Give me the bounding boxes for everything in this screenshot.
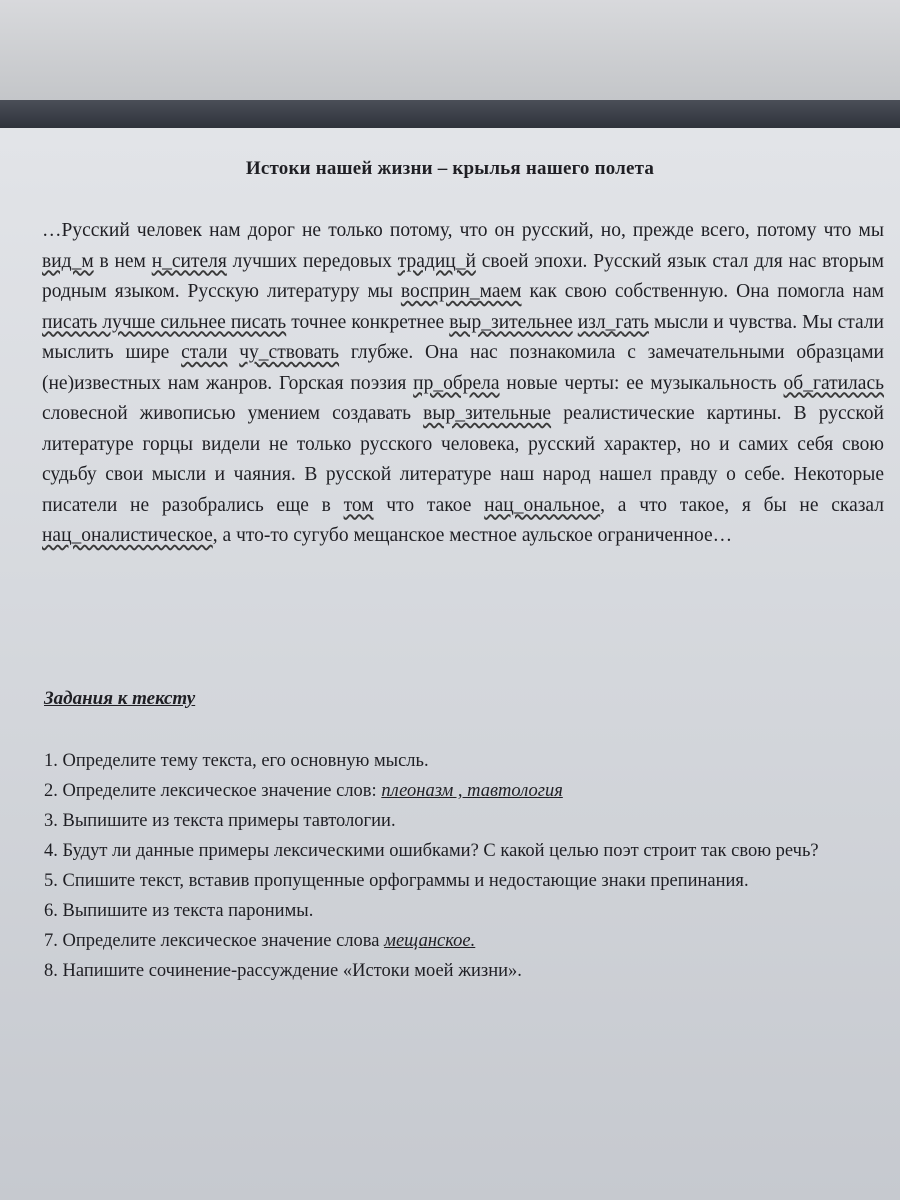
task-text: 7. Определите лексическое значение слова <box>44 931 385 951</box>
gap-word: вид_м <box>42 250 94 272</box>
background-wall <box>0 0 900 100</box>
gap-word: выр_зительнее <box>449 311 573 333</box>
task-text: 6. Выпишите из текста паронимы. <box>44 901 314 921</box>
text-segment: точнее конкретнее <box>286 311 450 333</box>
text-segment: , а что-то сугубо мещанское местное аульское ограниченное… <box>212 525 733 546</box>
tasks-list <box>44 746 884 986</box>
gap-word: выр_зительные <box>423 403 552 424</box>
body-paragraph <box>42 216 884 552</box>
text-segment: в нем <box>93 250 152 272</box>
task-text: 2. Определите лексическое значение слов: <box>44 781 382 801</box>
text-segment: новые черты: ее музыкальность <box>499 372 784 394</box>
task-item <box>44 866 884 896</box>
text-segment: лучших передовых <box>226 250 398 272</box>
task-text: 5. Спишите текст, вставив пропущенные орфограммы и недостающие знаки препинания. <box>44 871 749 891</box>
task-item <box>44 836 884 866</box>
gap-word: изл_гать <box>577 311 649 333</box>
task-item <box>44 926 884 956</box>
task-text: 1. Определите тему текста, его основную мысль. <box>44 751 429 771</box>
text-segment: , а что такое, я бы не сказал <box>600 494 884 516</box>
monitor-bezel <box>0 100 900 128</box>
gap-word: том <box>343 494 374 516</box>
gap-word: писать лучше сильнее писать <box>42 311 287 333</box>
task-term: плеоназм , тавтология <box>381 781 563 801</box>
gap-word: об_гатилась <box>783 372 884 394</box>
gap-word: чу_ствовать <box>239 342 340 363</box>
gap-word: восприн_маем <box>400 281 522 302</box>
tasks-heading: Задания к тексту <box>44 688 196 709</box>
gap-word: традиц_й <box>397 250 476 272</box>
task-item <box>44 806 884 836</box>
document-title: Истоки нашей жизни – крылья нашего полета <box>245 158 655 179</box>
text-segment: своей эпохи. Русский язык стал для нас вторым родным языком. Русскую литературу мы <box>42 250 885 302</box>
task-item <box>44 896 884 926</box>
gap-word: н_сителя <box>151 250 227 272</box>
task-item <box>44 746 884 776</box>
text-segment: глубже. Она нас познакомила с замечательными образцами (не)известных нам жанров. Горская поэзия <box>42 342 884 394</box>
text-segment: что такое <box>373 494 485 516</box>
gap-word: нац_ональное <box>484 494 601 516</box>
gap-word: стали <box>181 342 228 363</box>
task-item <box>44 956 884 986</box>
task-text: 3. Выпишите из текста примеры тавтологии. <box>44 811 396 831</box>
gap-word: нац_оналистическое <box>42 525 213 546</box>
text-segment <box>227 342 239 363</box>
gap-word: пр_обрела <box>413 372 500 394</box>
text-segment: мысли и чувства. Мы стали мыслить шире <box>42 311 884 363</box>
task-text: 4. Будут ли данные примеры лексическими ошибками? С какой целью поэт строит так свою речь? <box>44 841 819 861</box>
task-text: 8. Напишите сочинение-рассуждение «Истоки моей жизни». <box>44 961 522 981</box>
text-segment: словесной живописью умением создавать <box>42 403 424 424</box>
task-term: мещанское. <box>384 931 476 951</box>
text-segment: как свою собственную. Она помогла нам <box>521 281 884 302</box>
text-segment: …Русский человек нам дорог не только потому, что он русский, но, прежде всего, потому что мы <box>42 220 884 241</box>
task-item <box>44 776 884 806</box>
text-segment: реалистические картины. В русской литературе горцы видели не только русского человека, русский характер, но и самих себя свою судьбу свои мысли и чаяния. В русской литературе наш народ нашел правду о себе. Некоторые писатели не разобрались еще в <box>42 403 884 516</box>
